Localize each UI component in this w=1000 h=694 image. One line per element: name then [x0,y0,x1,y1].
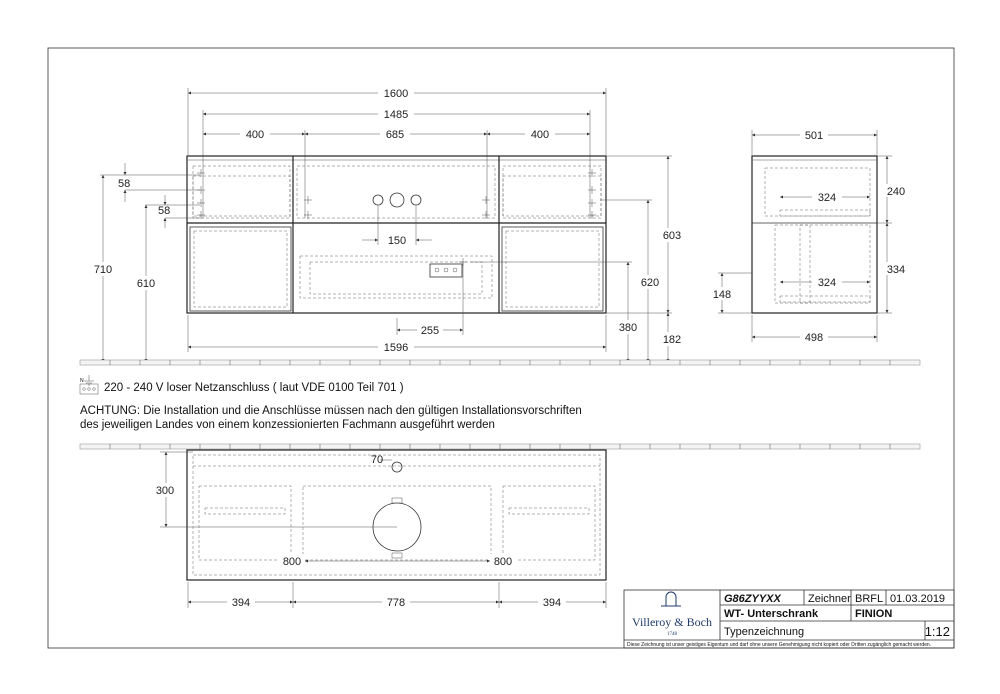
dim-334: 334 [886,264,906,276]
svg-text:N: N [80,378,84,384]
copyright-disclaimer: Diese Zeichnung ist unser geistiges Eigentum und darf ohne unsere Genehmigung nicht kopiert oder Dritten zugänglich gemacht werden. [627,642,932,648]
drawing-scale: 1:12 [924,624,950,639]
article-number: G86ZYYXX [724,593,781,605]
product-name: WT- Unterschrank [724,608,819,620]
drawer-name: BRFL [855,593,884,605]
dim-710: 710 [93,264,113,276]
dim-182: 182 [662,334,682,346]
title-block [624,590,954,648]
socket-icon [430,264,462,277]
tap-hole-left-icon [373,195,383,205]
drawing-date: 01.03.2019 [890,593,946,605]
top-view [150,450,606,609]
power-note-text: 220 - 240 V loser Netzanschluss ( laut VDE 0100 Teil 701 ) [104,382,404,394]
dim-240: 240 [886,186,906,198]
side-cabinet-outline [752,156,877,313]
dim-1596: 1596 [383,342,409,354]
dim-58-lower: 58 [158,205,171,217]
dim-620: 620 [640,277,660,289]
dim-394-left: 394 [231,597,251,609]
series-name: FINION [855,608,893,620]
dim-778: 778 [386,597,406,609]
dim-324-lower: 324 [817,277,837,289]
dim-left-400: 400 [245,129,265,141]
dim-58-upper: 58 [118,178,131,190]
brand-name: Villeroy & Boch [632,615,712,629]
dim-610: 610 [136,278,156,290]
electrical-connection-icon [80,375,98,394]
dim-501: 501 [804,130,824,142]
villeroy-boch-logo [632,592,712,637]
dim-324-upper: 324 [817,192,837,204]
tap-hole-right-icon [411,195,421,205]
drawing-type: Typenzeichnung [724,626,805,638]
dim-800-left: 800 [282,556,302,568]
dim-1600: 1600 [383,88,409,100]
floor-line [80,360,920,365]
dim-150: 150 [387,235,407,247]
dim-255: 255 [420,325,440,337]
warning-line-2: des jeweiligen Landes von einem konzessionierten Fachmann ausgeführt werden [80,419,495,431]
side-view [710,128,909,344]
dim-center-685: 685 [385,129,405,141]
wall-line [80,444,920,449]
dim-394-right: 394 [542,597,562,609]
dim-498: 498 [804,332,824,344]
top-cabinet-outline [187,450,606,580]
dim-148: 148 [712,289,732,301]
dim-380: 380 [618,322,638,334]
tap-hole-center-icon [390,193,404,207]
dim-800-right: 800 [493,556,513,568]
dim-70: 70 [370,454,384,466]
front-view [88,86,685,362]
brand-year: 1748 [667,632,677,637]
dim-1485: 1485 [383,109,409,121]
warning-line-1: ACHTUNG: Die Installation und die Anschlüsse müssen nach den gültigen Installationsvorschriften [80,405,582,417]
drawer-label: Zeichner [808,593,851,605]
dim-right-400: 400 [530,129,550,141]
top-tap-hole-icon [392,462,402,472]
power-note [80,375,404,394]
dim-300: 300 [155,485,175,497]
mounting-marks [197,169,596,266]
dim-603: 603 [662,230,682,242]
